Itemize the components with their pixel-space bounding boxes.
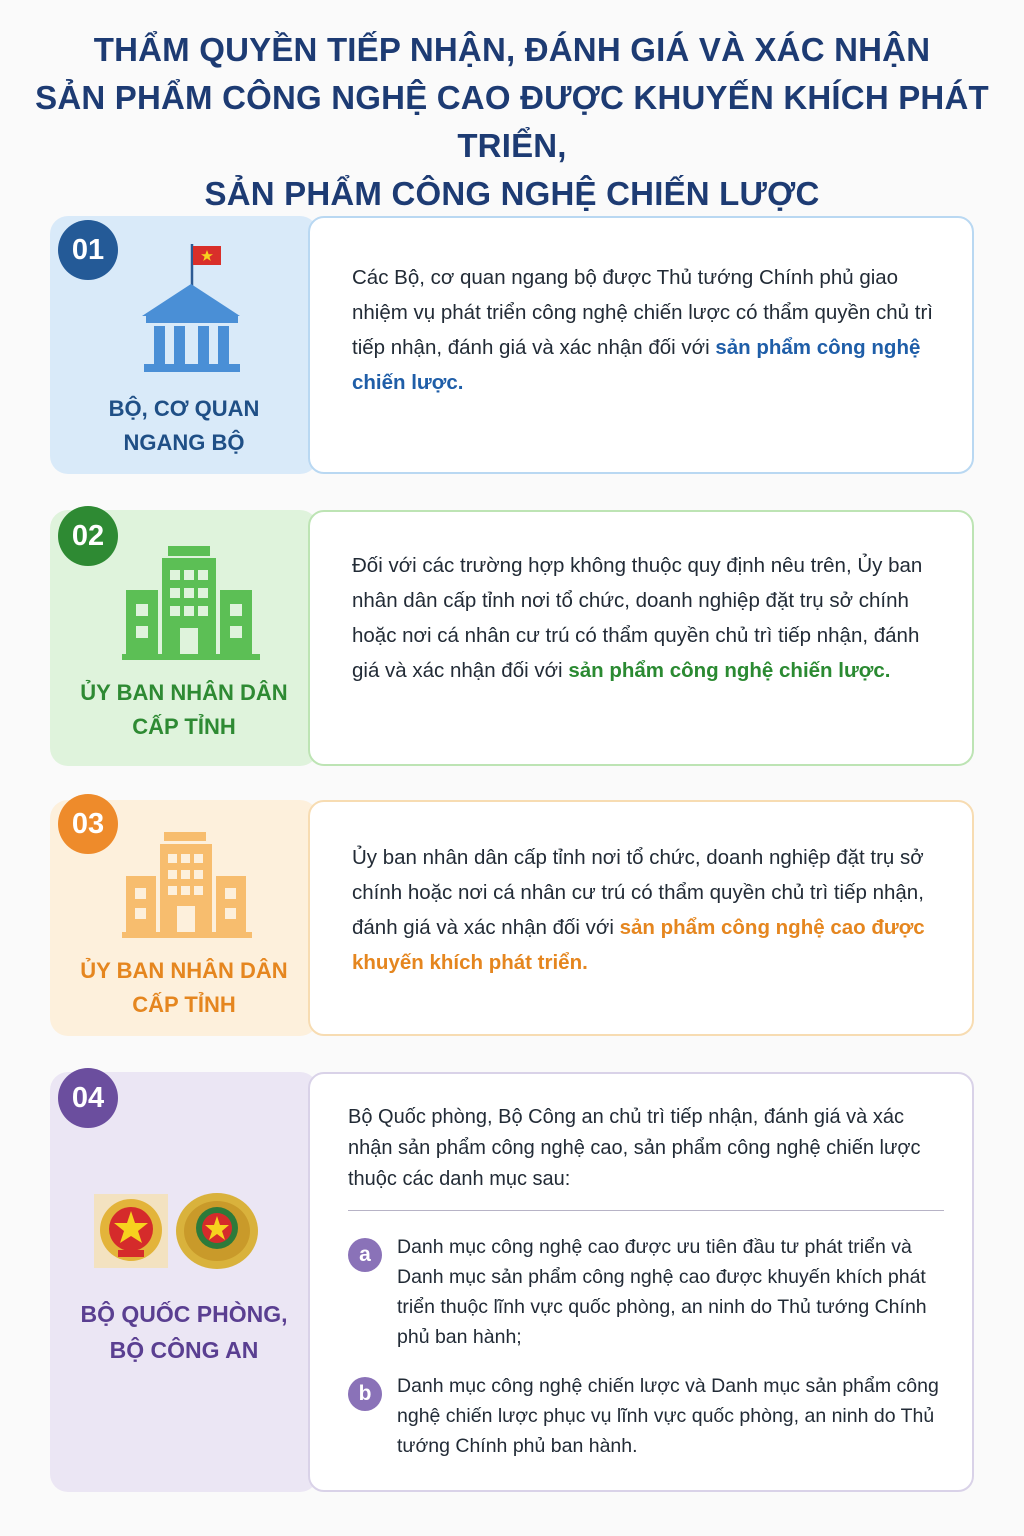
card-04 — [50, 1072, 974, 1492]
card-04-item-b — [348, 1371, 948, 1463]
item-b-badge: b — [348, 1377, 382, 1411]
card-01-text-highlight: sản phẩm công nghệ chiến lược. — [352, 336, 921, 394]
item-a-badge: a — [348, 1238, 382, 1272]
card-03-label — [50, 954, 318, 1022]
police-badge-icon — [174, 1190, 260, 1277]
card-01-text — [352, 260, 946, 400]
office-buildings-icon — [122, 546, 260, 667]
card-03-number-badge: 03 — [58, 794, 118, 854]
office-buildings-icon — [122, 832, 252, 945]
card-04-item-a — [348, 1232, 948, 1352]
card-04-number-badge: 04 — [58, 1068, 118, 1128]
card-04-text: Bộ Quốc phòng, Bộ Công an chủ trì tiếp nhận, đánh giá và xác nhận sản phẩm công nghệ cao, sản phẩm công nghệ chiến lược thuộc các danh mục sau: — [348, 1106, 921, 1190]
card-01-number-badge: 01 — [58, 220, 118, 280]
card-02-label-line-2: CẤP TỈNH — [132, 714, 236, 739]
card-03-text-highlight: sản phẩm công nghệ cao được khuyến khích phát triển. — [352, 916, 925, 974]
card-02-text-highlight: sản phẩm công nghệ chiến lược. — [568, 659, 891, 682]
card-01-text-plain: Các Bộ, cơ quan ngang bộ được Thủ tướng Chính phủ giao nhiệm vụ phát triển công nghệ chiến lược có thẩm quyền chủ trì tiếp nhận, đánh giá và xác nhận đối với — [352, 266, 933, 359]
card-03-label-line-1: ỦY BAN NHÂN DÂN — [80, 958, 288, 983]
card-04-side-panel — [50, 1072, 318, 1492]
card-01 — [50, 216, 974, 474]
card-02-text — [352, 548, 946, 688]
card-04-label-line-1: BỘ QUỐC PHÒNG, — [80, 1301, 288, 1327]
card-03-text-plain: Ủy ban nhân dân cấp tỉnh nơi tổ chức, doanh nghiệp đặt trụ sở chính hoặc nơi cá nhân cư trú có thẩm quyền chủ trì tiếp nhận, đánh giá và xác nhận đối với — [352, 846, 924, 939]
national-emblem-icon — [94, 1194, 168, 1273]
title-line-2: SẢN PHẨM CÔNG NGHỆ CAO ĐƯỢC KHUYẾN KHÍCH PHÁT TRIỂN, — [35, 79, 989, 164]
card-03 — [50, 800, 974, 1036]
card-02-label-line-1: ỦY BAN NHÂN DÂN — [80, 680, 288, 705]
card-04-divider — [348, 1210, 944, 1211]
card-02-label — [50, 676, 318, 744]
card-04-label — [50, 1296, 318, 1368]
card-04-label-line-2: BỘ CÔNG AN — [109, 1337, 259, 1363]
card-01-label-line-1: BỘ, CƠ QUAN — [108, 396, 260, 421]
item-b-text: Danh mục công nghệ chiến lược và Danh mục sản phẩm công nghệ chiến lược phục vụ lĩnh vực quốc phòng, an ninh do Thủ tướng Chính phủ ban hành. — [397, 1375, 939, 1457]
card-02 — [50, 510, 974, 766]
title-line-3: SẢN PHẨM CÔNG NGHỆ CHIẾN LƯỢC — [204, 175, 820, 212]
title-line-1: THẨM QUYỀN TIẾP NHẬN, ĐÁNH GIÁ VÀ XÁC NHẬN — [93, 31, 931, 68]
page-title — [0, 26, 1024, 218]
item-a-text: Danh mục công nghệ cao được ưu tiên đầu tư phát triển và Danh mục sản phẩm công nghệ cao được khuyến khích phát triển thuộc lĩnh vực quốc phòng, an ninh do Thủ tướng Chính phủ ban hành; — [397, 1236, 927, 1348]
card-03-label-line-2: CẤP TỈNH — [132, 992, 236, 1017]
card-02-text-plain: Đối với các trường hợp không thuộc quy định nêu trên, Ủy ban nhân dân cấp tỉnh nơi tổ chức, doanh nghiệp đặt trụ sở chính hoặc nơi cá nhân cư trú có thẩm quyền chủ trì tiếp nhận, đánh giá và xác nhận đối với — [352, 554, 923, 682]
card-01-label — [50, 392, 318, 460]
card-02-number-badge: 02 — [58, 506, 118, 566]
card-01-label-line-2: NGANG BỘ — [123, 430, 245, 455]
card-03-text — [352, 840, 946, 980]
government-building-icon — [136, 240, 246, 380]
